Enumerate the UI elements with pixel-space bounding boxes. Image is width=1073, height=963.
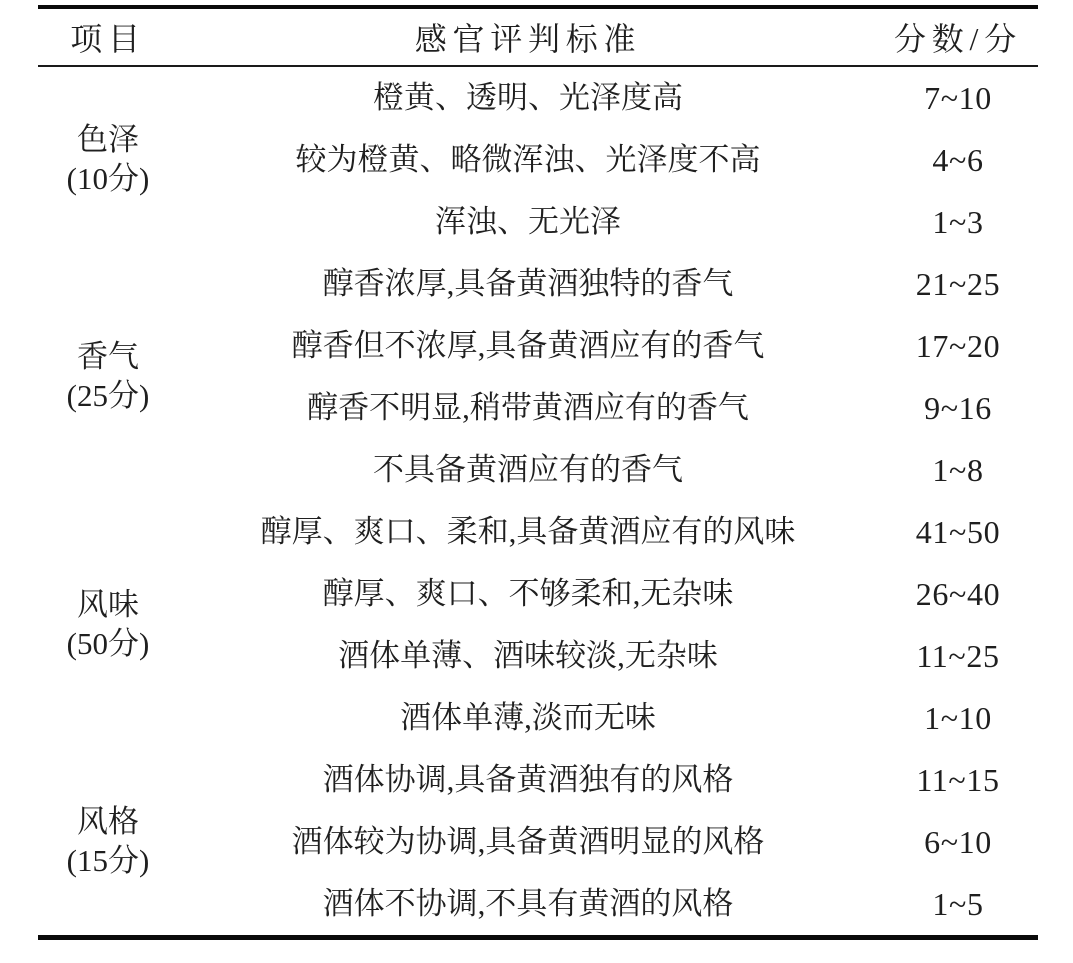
score-cell: 1~3	[932, 204, 984, 240]
score-cell: 17~20	[915, 328, 1001, 364]
score-cell: 6~10	[924, 824, 992, 860]
score-cell: 9~16	[924, 390, 992, 426]
score-cell: 7~10	[924, 80, 992, 116]
criteria-cell: 橙黄、透明、光泽度高	[373, 79, 683, 115]
table-row	[38, 563, 1038, 625]
header-item: 项目	[38, 7, 178, 66]
criteria-cell: 醇香浓厚,具备黄酒独特的香气	[322, 265, 734, 301]
item-cell-fengge	[38, 749, 178, 938]
header-score: 分数/分	[878, 7, 1038, 66]
item-cell-sezе	[38, 66, 178, 253]
item-points: (25分)	[66, 378, 150, 413]
table-row	[38, 66, 1038, 129]
criteria-cell: 酒体较为协调,具备黄酒明显的风格	[291, 823, 765, 859]
score-cell: 26~40	[915, 576, 1001, 612]
criteria-cell: 酒体单薄、酒味较淡,无杂味	[338, 637, 718, 673]
item-points: (15分)	[66, 843, 150, 878]
item-name: 香气	[77, 339, 139, 375]
table-row	[38, 687, 1038, 749]
criteria-cell: 醇香不明显,稍带黄酒应有的香气	[307, 389, 749, 425]
criteria-cell: 酒体单薄,淡而无味	[400, 699, 656, 735]
table-row	[38, 129, 1038, 191]
criteria-cell: 较为橙黄、略微浑浊、光泽度不高	[295, 141, 761, 177]
table-row	[38, 315, 1038, 377]
score-cell: 11~15	[916, 762, 1000, 798]
score-cell: 1~8	[932, 452, 984, 488]
table-header	[38, 7, 1038, 66]
score-cell: 21~25	[915, 266, 1001, 302]
criteria-cell: 醇厚、爽口、柔和,具备黄酒应有的风味	[260, 513, 796, 549]
item-name: 风格	[77, 804, 139, 840]
sensory-evaluation-table	[38, 5, 1038, 940]
score-cell: 11~25	[916, 638, 1000, 674]
criteria-cell: 浑浊、无光泽	[435, 203, 621, 239]
criteria-cell: 醇香但不浓厚,具备黄酒应有的香气	[291, 327, 765, 363]
item-name: 色泽	[77, 122, 139, 158]
item-cell-xiangqi	[38, 253, 178, 501]
table-row	[38, 439, 1038, 501]
criteria-cell: 醇厚、爽口、不够柔和,无杂味	[322, 575, 734, 611]
header-criteria: 感官评判标准	[178, 7, 878, 66]
criteria-cell: 不具备黄酒应有的香气	[373, 451, 683, 487]
score-cell: 4~6	[932, 142, 984, 178]
table-row	[38, 377, 1038, 439]
table-row	[38, 811, 1038, 873]
item-name: 风味	[77, 587, 139, 623]
table-row	[38, 625, 1038, 687]
table-row	[38, 253, 1038, 315]
table-row	[38, 501, 1038, 563]
criteria-cell: 酒体协调,具备黄酒独有的风格	[322, 761, 734, 797]
item-points: (50分)	[66, 626, 150, 661]
item-cell-fengwei	[38, 501, 178, 749]
table-row	[38, 873, 1038, 938]
score-cell: 1~10	[924, 700, 992, 736]
table-row	[38, 191, 1038, 253]
score-cell: 41~50	[915, 514, 1001, 550]
header-row	[38, 7, 1038, 66]
item-points: (10分)	[66, 161, 150, 196]
table-row	[38, 749, 1038, 811]
table-body	[38, 66, 1038, 938]
criteria-cell: 酒体不协调,不具有黄酒的风格	[322, 885, 734, 921]
score-cell: 1~5	[932, 886, 984, 922]
